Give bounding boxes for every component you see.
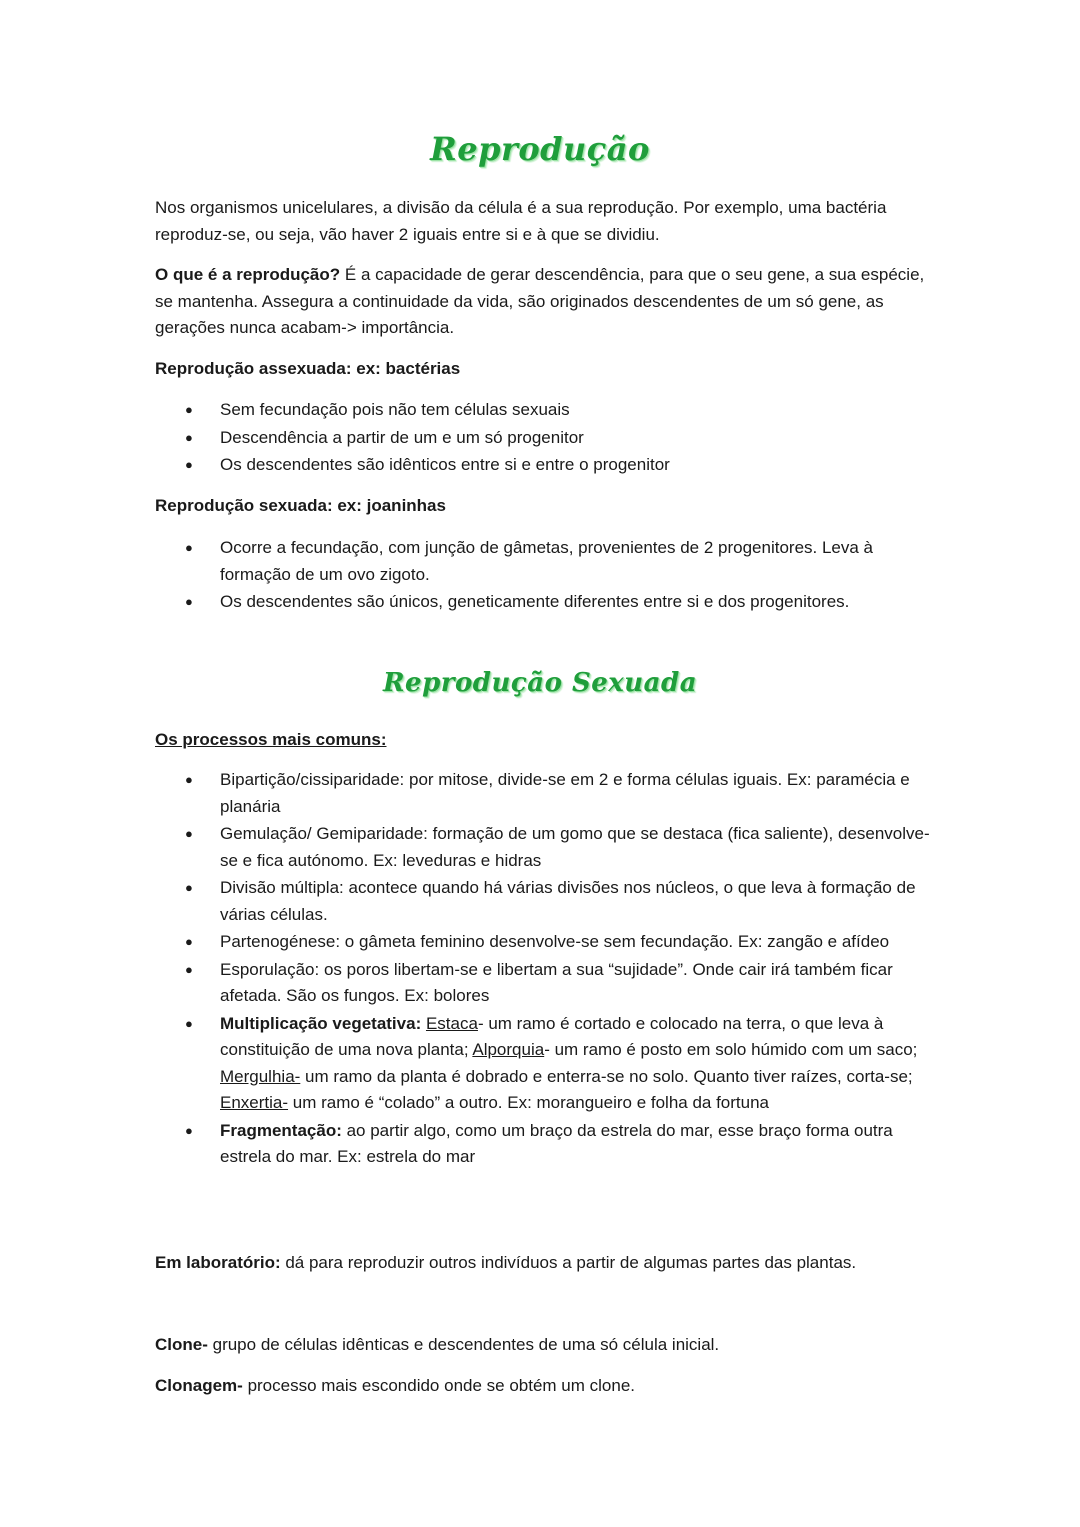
list-item: ● Gemulação/ Gemiparidade: formação de um gomo que se destaca (fica saliente), desenvolve-se e fica autónomo. Ex: leveduras e hidras bbox=[155, 821, 945, 874]
estaca-text: - um ramo é cortado e colocado na terra, o que leva à constituição de uma nova planta; bbox=[220, 1013, 884, 1059]
enxertia-term: Enxertia- bbox=[220, 1093, 289, 1112]
list-item: ● Esporulação: os poros libertam-se e libertam a sua “sujidade”. Onde cair irá também ficar afetada. São os fungos. Ex: bolores bbox=[155, 957, 945, 1010]
list-item: ● Descendência a partir de um e um só progenitor bbox=[155, 425, 945, 452]
clone-text: grupo de células idênticas e descendentes de uma só célula inicial. bbox=[207, 1335, 720, 1354]
alporquia-text: - um ramo é posto em solo húmido com um saco; bbox=[544, 1040, 918, 1059]
lab-label: Em laboratório: bbox=[155, 1253, 281, 1272]
fragmentation-label: Fragmentação: bbox=[220, 1120, 342, 1140]
cloning-label: Clonagem- bbox=[155, 1376, 243, 1395]
cloning-text: processo mais escondido onde se obtém um clone. bbox=[242, 1376, 636, 1395]
list-item-vegetative bbox=[155, 1011, 945, 1117]
question-label: O que é a reprodução? bbox=[155, 265, 341, 284]
enxertia-text: um ramo é “colado” a outro. Ex: morangueiro e folha da fortuna bbox=[288, 1093, 770, 1112]
estaca-term: Estaca bbox=[425, 1013, 478, 1033]
lab-paragraph bbox=[155, 1250, 945, 1277]
clone-paragraph bbox=[155, 1332, 945, 1359]
vegetative-label: Multiplicação vegetativa: bbox=[220, 1013, 422, 1033]
list-item: ● Ocorre a fecundação, com junção de gâmetas, provenientes de 2 progenitores. Leva à formação de um ovo zigoto. bbox=[155, 535, 945, 588]
list-item: ● Os descendentes são únicos, geneticamente diferentes entre si e dos progenitores. bbox=[155, 589, 945, 616]
lab-text: dá para reproduzir outros indivíduos a partir de algumas partes das plantas. bbox=[280, 1253, 857, 1272]
list-item-fragmentation bbox=[155, 1118, 945, 1171]
title-reproducao-sexuada: Reprodução Sexuada bbox=[382, 668, 698, 698]
list-item: ● Sem fecundação pois não tem células sexuais bbox=[155, 397, 945, 424]
fragmentation-text: ao partir algo, como um braço da estrela do mar, esse braço forma outra estrela do mar. Ex: estrela do mar bbox=[220, 1120, 893, 1166]
mergulhia-text: um ramo da planta é dobrado e enterra-se no solo. Quanto tiver raízes, corta-se; bbox=[300, 1066, 913, 1086]
mergulhia-term: Mergulhia- bbox=[220, 1066, 301, 1086]
question-text: É a capacidade de gerar descendência, para que o seu gene, a sua espécie, se mantenha. Assegura a continuidade da vida, são originados descendentes de um só gene, as gerações nunca acabam-> importância. bbox=[155, 265, 925, 337]
asexual-heading: Reprodução assexuada: ex: bactérias bbox=[155, 359, 461, 378]
sexual-heading: Reprodução sexuada: ex: joaninhas bbox=[155, 496, 446, 515]
list-item: ● Os descendentes são idênticos entre si e entre o progenitor bbox=[155, 452, 945, 479]
clone-label: Clone- bbox=[155, 1335, 208, 1354]
intro-paragraph: Nos organismos unicelulares, a divisão da célula é a sua reprodução. Por exemplo, uma bactéria reproduz-se, ou seja, vão haver 2 iguais entre si e à que se dividiu. bbox=[155, 198, 887, 244]
question-paragraph bbox=[155, 262, 945, 342]
title-reproducao: Reprodução bbox=[430, 130, 650, 168]
list-item: ● Divisão múltipla: acontece quando há várias divisões nos núcleos, o que leva à formação de várias células. bbox=[155, 875, 945, 928]
alporquia-term: Alporquia bbox=[472, 1040, 545, 1059]
list-item: ● Partenogénese: o gâmeta feminino desenvolve-se sem fecundação. Ex: zangão e afídeo bbox=[155, 929, 945, 956]
cloning-paragraph bbox=[155, 1373, 945, 1400]
processes-list bbox=[155, 767, 945, 1172]
processes-heading: Os processos mais comuns: bbox=[155, 730, 387, 749]
list-item: ● Bipartição/cissiparidade: por mitose, divide-se em 2 e forma células iguais. Ex: paramécia e planária bbox=[155, 767, 945, 820]
sexual-list bbox=[155, 535, 945, 617]
asexual-list bbox=[155, 397, 945, 480]
